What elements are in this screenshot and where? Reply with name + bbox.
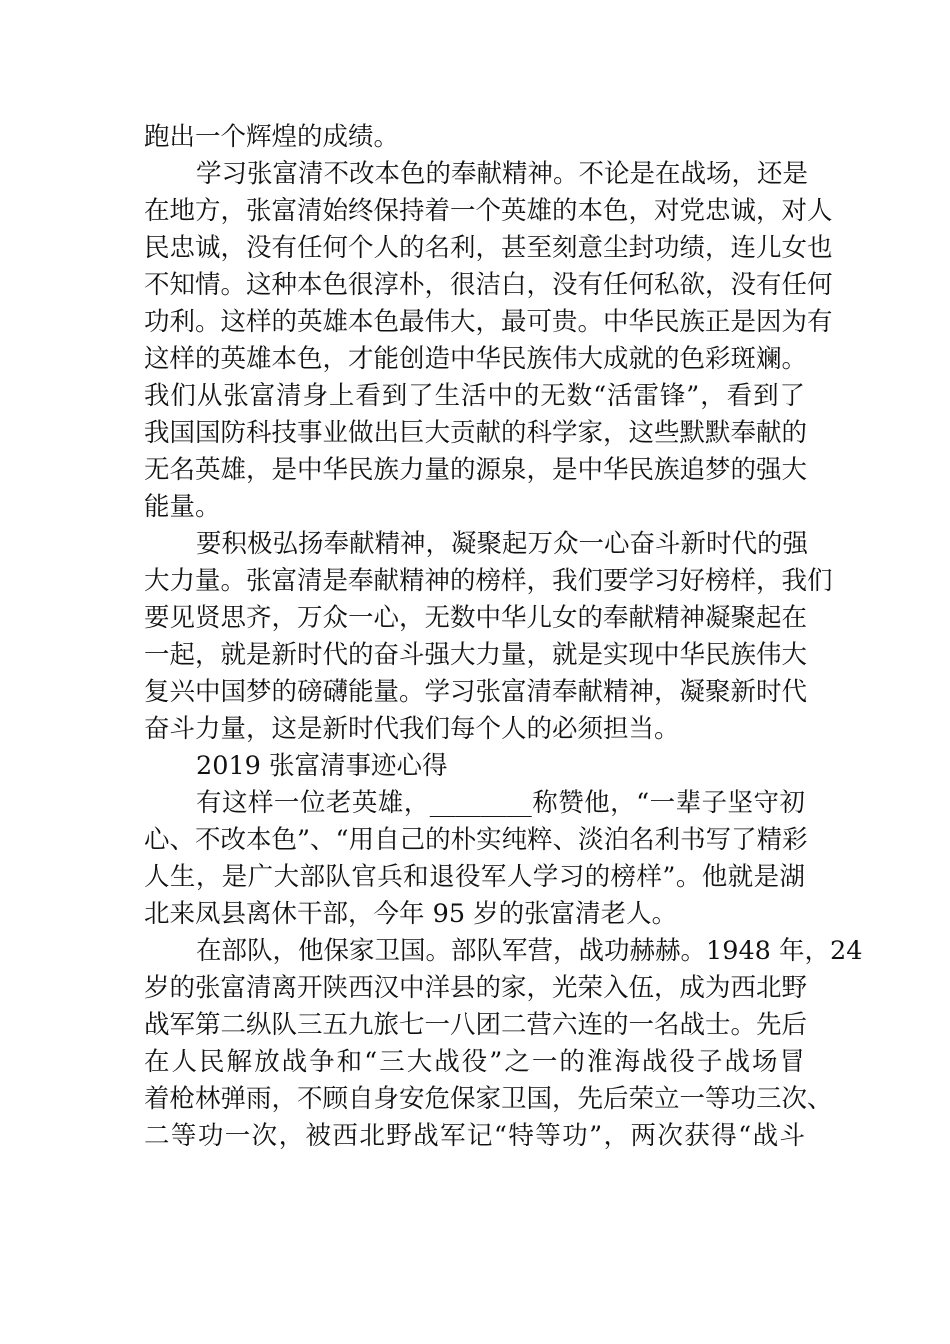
text-line-content: 二等功一次，被西北野战军记“特等功”，两次获得“战斗	[144, 1121, 805, 1151]
text-line	[0, 191, 950, 231]
text-line	[0, 894, 950, 934]
text-line-content: 我国国防科技事业做出巨大贡献的科学家，这些默默奉献的	[144, 418, 808, 448]
text-line	[0, 1005, 950, 1045]
text-line	[0, 1116, 950, 1156]
text-line-content: 战军第二纵队三五九旅七一八团二营六连的一名战士。先后	[144, 1010, 808, 1040]
text-line-content: 岁的张富清离开陕西汉中洋县的家，光荣入伍，成为西北野	[144, 973, 808, 1003]
text-line-content: 有这样一位老英雄，________称赞他，“一辈子坚守初	[196, 788, 805, 818]
section-heading-text: 2019 张富清事迹心得	[196, 751, 448, 781]
text-line	[0, 857, 950, 897]
text-line-content: 在部队，他保家卫国。部队军营，战功赫赫。1948 年，24	[196, 936, 863, 966]
text-line	[0, 339, 950, 379]
text-line-content: 北来凤县离休干部，今年 95 岁的张富清老人。	[144, 899, 678, 929]
text-line-content: 学习张富清不改本色的奉献精神。不论是在战场，还是	[196, 159, 809, 189]
text-line	[0, 413, 950, 453]
text-line	[0, 968, 950, 1008]
text-line-content: 无名英雄，是中华民族力量的源泉，是中华民族追梦的强大	[144, 455, 808, 485]
text-line-content: 要积极弘扬奉献精神，凝聚起万众一心奋斗新时代的强	[196, 529, 809, 559]
text-line-content: 复兴中国梦的磅礴能量。学习张富清奉献精神，凝聚新时代	[144, 677, 808, 707]
text-line-content: 不知情。这种本色很淳朴，很洁白，没有任何私欲，没有任何	[144, 270, 833, 300]
text-line	[0, 820, 950, 860]
text-line-content: 奋斗力量，这是新时代我们每个人的必须担当。	[144, 714, 680, 744]
text-line	[0, 561, 950, 601]
text-line	[0, 783, 950, 823]
text-line	[0, 672, 950, 712]
text-line-content: 要见贤思齐，万众一心，无数中华儿女的奉献精神凝聚起在	[144, 603, 808, 633]
text-line-content: 这样的英雄本色，才能创造中华民族伟大成就的色彩斑斓。	[144, 344, 808, 374]
text-line-content: 人生，是广大部队官兵和退役军人学习的榜样”。他就是湖	[144, 862, 805, 892]
text-line-content: 心、不改本色”、“用自己的朴实纯粹、淡泊名利书写了精彩	[144, 825, 808, 855]
text-line	[0, 117, 950, 157]
text-line	[0, 154, 950, 194]
text-line	[0, 1042, 950, 1082]
section-heading	[0, 746, 950, 786]
text-line-content: 在地方，张富清始终保持着一个英雄的本色，对党忠诚，对人	[144, 196, 833, 226]
text-line-content: 在人民解放战争和“三大战役”之一的淮海战役子战场冒	[144, 1047, 805, 1077]
text-line-content: 着枪林弹雨，不顾自身安危保家卫国，先后荣立一等功三次、	[144, 1084, 833, 1114]
text-line	[0, 450, 950, 490]
text-line	[0, 635, 950, 675]
text-line	[0, 302, 950, 342]
text-line-content: 功利。这样的英雄本色最伟大，最可贵。中华民族正是因为有	[144, 307, 833, 337]
text-line-content: 民忠诚，没有任何个人的名利，甚至刻意尘封功绩，连儿女也	[144, 233, 833, 263]
text-line-content: 跑出一个辉煌的成绩。	[144, 122, 400, 152]
text-line	[0, 376, 950, 416]
text-line	[0, 487, 950, 527]
text-line-content: 一起，就是新时代的奋斗强大力量，就是实现中华民族伟大	[144, 640, 808, 670]
text-line-content: 能量。	[144, 492, 221, 522]
text-line	[0, 228, 950, 268]
text-line	[0, 931, 950, 971]
text-line	[0, 524, 950, 564]
text-line	[0, 265, 950, 305]
text-line	[0, 709, 950, 749]
text-line	[0, 598, 950, 638]
text-line	[0, 1079, 950, 1119]
text-line-content: 大力量。张富清是奉献精神的榜样，我们要学习好榜样，我们	[144, 566, 833, 596]
text-line-content: 我们从张富清身上看到了生活中的无数“活雷锋”，看到了	[144, 381, 805, 411]
